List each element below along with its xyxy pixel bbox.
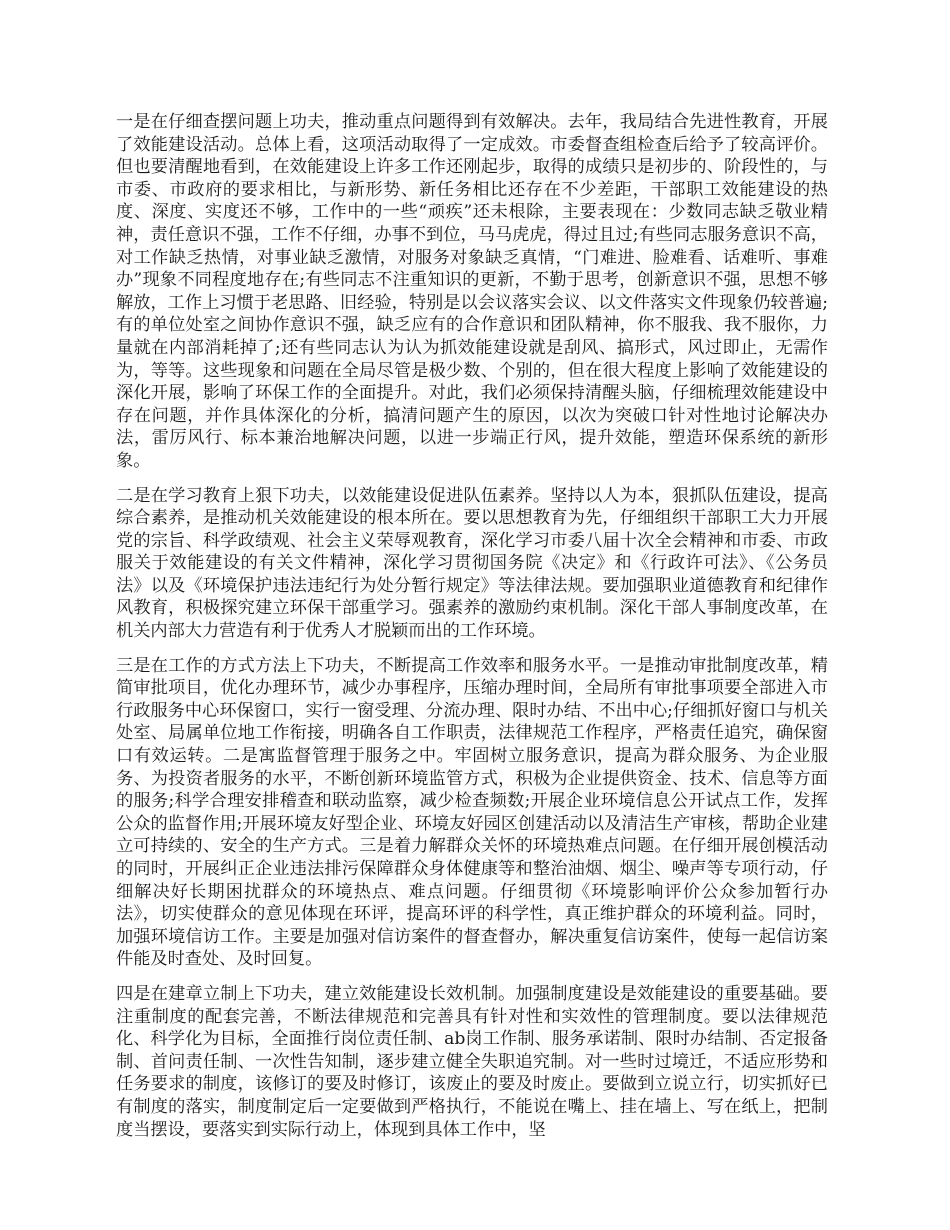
paragraph-1: 一是在仔细查摆问题上功夫，推动重点问题得到有效解决。去年，我局结合先进性教育，开展了效能建设活动。总体上看，这项活动取得了一定成效。市委督查组检查后给予了较高评价。但也要清醒地看到，在效能建设上许多工作还刚起步，取得的成绩只是初步的、阶段性的，与市委、市政府的要求相比，与新形势、新任务相比还存在不少差距，干部职工效能建设的热度、深度、实度还不够，工作中的一些“顽疾”还未根除，主要表现在：少数同志缺乏敬业精神，责任意识不强，工作不仔细，办事不到位，马马虎虎，得过且过;有些同志服务意识不高，对工作缺乏热情，对事业缺乏激情，对服务对象缺乏真情，“门难进、脸难看、话难听、事难办”现象不同程度地存在;有些同志不注重知识的更新，不勤于思考，创新意识不强，思想不够解放，工作上习惯于老思路、旧经验，特别是以会议落实会议、以文件落实文件现象仍较普遍;有的单位处室之间协作意识不强，缺乏应有的合作意识和团队精神，你不服我、我不服你，力量就在内部消耗掉了;还有些同志认为认为抓效能建设就是刮风、搞形式，风过即止，无需作为，等等。这些现象和问题在全局尽管是极少数、个别的，但在很大程度上影响了效能建设的深化开展，影响了环保工作的全面提升。对此，我们必须保持清醒头脑，仔细梳理效能建设中存在问题，并作具体深化的分析，搞清问题产生的原因，以次为突破口针对性地讨论解决办法，雷厉风行、标本兼治地解决问题，以进一步端正行风，提升效能，塑造环保系统的新形象。 xyxy=(116,112,828,471)
document-body xyxy=(116,111,828,1153)
paragraph-3: 三是在工作的方式方法上下功夫，不断提高工作效率和服务水平。一是推动审批制度改革，精简审批项目，优化办理环节，减少办事程序，压缩办理时间，全局所有审批事项要全部进入市行政服务中心环保窗口，实行一窗受理、分流办理、限时办结、不出中心;仔细抓好窗口与机关处室、局属单位地工作衔接，明确各自工作职责，法律规范工作程序，严格责任追究，确保窗口有效运转。二是寓监督管理于服务之中。牢固树立服务意识，提高为群众服务、为企业服务、为投资者服务的水平，不断创新环境监管方式，积极为企业提供资金、技术、信息等方面的服务;科学合理安排稽查和联动监察，减少检查频数;开展企业环境信息公开试点工作，发挥公众的监督作用;开展环境友好型企业、环境友好园区创建活动以及清洁生产审核，帮助企业建立可持续的、安全的生产方式。三是着力解群众关怀的环境热难点问题。在仔细开展创模活动的同时，开展纠正企业违法排污保障群众身体健康等和整治油烟、烟尘、噪声等专项行动，仔细解决好长期困扰群众的环境热点、难点问题。仔细贯彻《环境影响评价公众参加暂行办法》，切实使群众的意见体现在环评，提高环评的科学性，真正维护群众的环境利益。同时，加强环境信访工作。主要是加强对信访案件的督查督办，解决重复信访案件，使每一起信访案件能及时查处、及时回复。 xyxy=(116,655,828,970)
paragraph-2: 二是在学习教育上狠下功夫，以效能建设促进队伍素养。坚持以人为本，狠抓队伍建设，提高综合素养，是推动机关效能建设的根本所在。要以思想教育为先，仔细组织干部职工大力开展党的宗旨、科学政绩观、社会主义荣辱观教育，深化学习市委八届十次全会精神和市委、市政服关于效能建设的有关文件精神，深化学习贯彻国务院《决定》和《行政许可法》、《公务员法》以及《环境保护违法违纪行为处分暂行规定》等法律法规。要加强职业道德教育和纪律作风教育，积极探究建立环保干部重学习。强素养的激励约束机制。深化干部人事制度改革，在机关内部大力营造有利于优秀人才脱颖而出的工作环境。 xyxy=(116,485,828,642)
paragraph-4: 四是在建章立制上下功夫，建立效能建设长效机制。加强制度建设是效能建设的重要基础。要注重制度的配套完善，不断法律规范和完善具有针对性和实效性的管理制度。要以法律规范化、科学化为目标，全面推行岗位责任制、ab岗工作制、服务承诺制、限时办结制、否定报备制、首问责任制、一次性告知制，逐步建立健全失职追究制。对一些时过境迁，不适应形势和任务要求的制度，该修订的要及时修订，该废止的要及时废止。要做到立说立行，切实抓好已有制度的落实，制度制定后一定要做到严格执行，不能说在嘴上、挂在墙上、写在纸上，把制度当摆设，要落实到实际行动上，体现到具体工作中，坚 xyxy=(116,983,828,1140)
